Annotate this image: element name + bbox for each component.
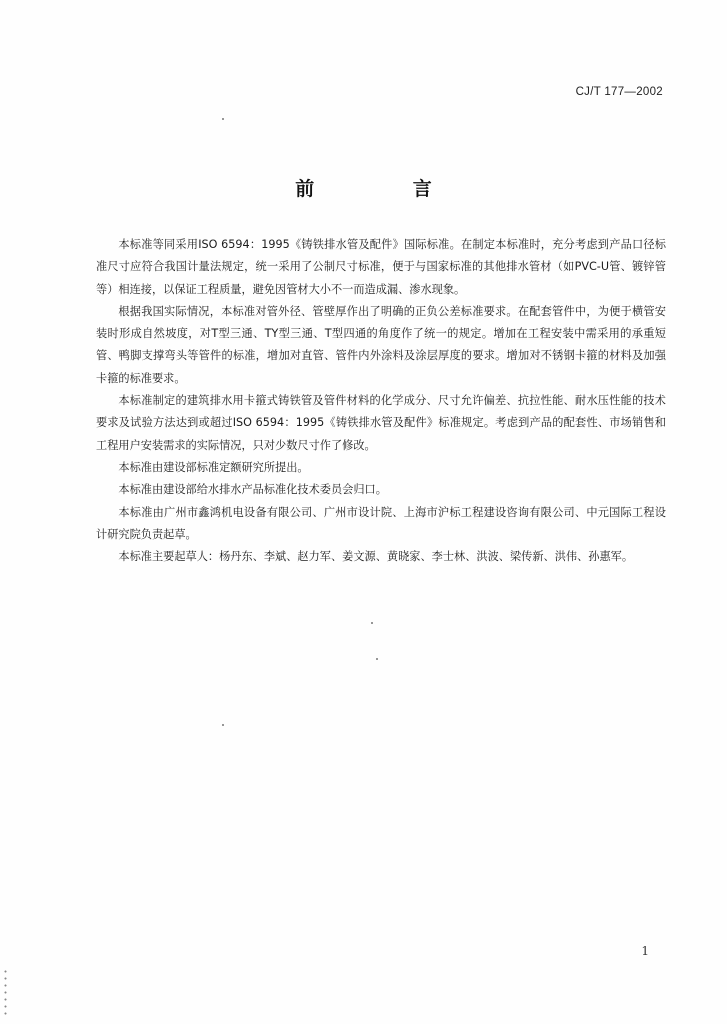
scan-edge-dots (4, 968, 7, 1018)
scan-speck (376, 658, 378, 660)
page-number: 1 (641, 944, 649, 958)
paragraph-administered-by: 本标准由建设部给水排水产品标准化技术委员会归口。 (118, 483, 387, 497)
paragraph-proposed-by: 本标准由建设部标准定额研究所提出。 (118, 460, 309, 474)
paragraph-adoption: 本标准等同采用ISO 6594：1995《铸铁排水管及配件》国际标准。在制定本标准时，充分考虑到产品口径标准尺寸应符合我国计量法规定，统一采用了公制尺寸标准，便于与国家标准的其他排水管材（如PVC-U管、镀锌管等）相连接，以保证工程质量，避免因管材大小不一而造成漏、渗水现象。 (96, 238, 666, 296)
standard-code: CJ/T 177—2002 (575, 86, 663, 98)
scan-speck (371, 622, 373, 624)
scan-speck (222, 724, 224, 726)
paragraph-tolerances: 根据我国实际情况，本标准对管外径、管壁厚作出了明确的正负公差标准要求。在配套管件中，为便于横管安装时形成自然坡度，对T型三通、TY型三通、T型四通的角度作了统一的规定。增加在工程安装中需采用的承重短管、鸭脚支撑弯头等管件的标准，增加对直管、管件内外涂料及涂层厚度的要求。增加对不锈钢卡箍的材料及加强卡箍的标准要求。 (96, 304, 666, 385)
paragraph-drafted-by: 本标准由广州市鑫鸿机电设备有限公司、广州市设计院、上海市沪标工程建设咨询有限公司、中元国际工程设计研究院负责起草。 (96, 505, 666, 541)
foreword-body (96, 234, 666, 568)
scan-speck (222, 118, 224, 120)
paragraph-technical-requirements: 本标准制定的建筑排水用卡箍式铸铁管及管件材料的化学成分、尺寸允许偏差、抗拉性能、耐水压性能的技术要求及试验方法达到或超过ISO 6594：1995《铸铁排水管及配件》标准规定。考虑到产品的配套性、市场销售和工程用户安装需求的实际情况，只对少数尺寸作了修改。 (96, 394, 666, 452)
page-title: 前 言 (295, 178, 478, 200)
paragraph-main-drafters: 本标准主要起草人：杨丹东、李斌、赵力军、姜文源、黄晓家、李士林、洪波、梁传新、洪伟、孙惠军。 (118, 550, 634, 564)
